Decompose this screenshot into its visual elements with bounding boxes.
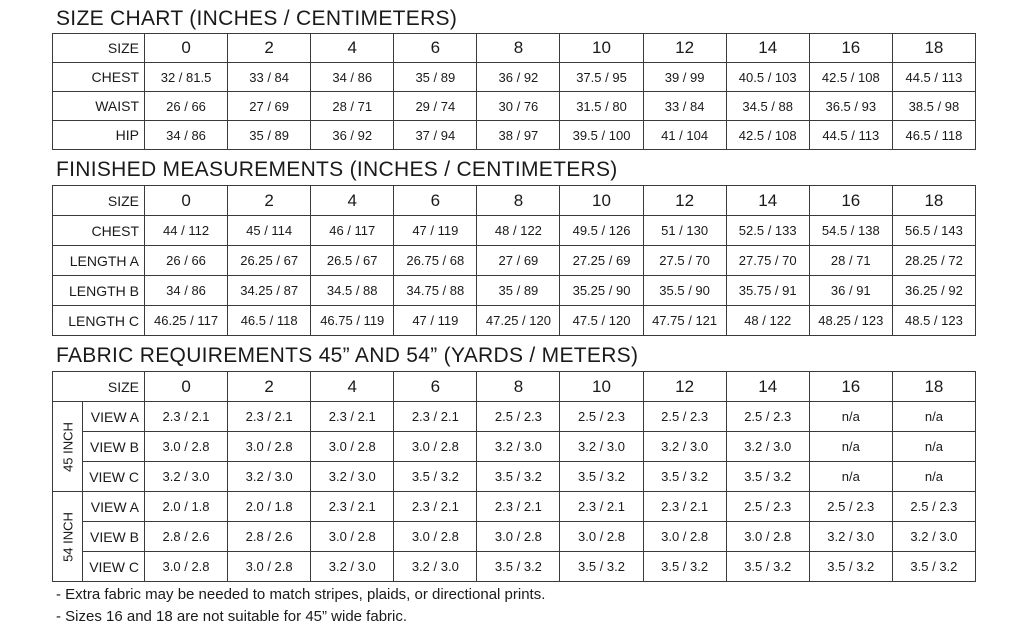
size-header-cell: 2 <box>228 186 311 216</box>
row-label: CHEST <box>53 216 145 246</box>
size-header-cell: 12 <box>643 34 726 63</box>
table-cell: 49.5 / 126 <box>560 216 643 246</box>
table-cell: 36 / 91 <box>809 276 892 306</box>
size-header-cell: 2 <box>228 372 311 402</box>
size-header-label: SIZE <box>53 34 145 63</box>
table-cell: 28 / 71 <box>311 92 394 121</box>
fabric-requirements-title: FABRIC REQUIREMENTS 45” AND 54” (YARDS / METERS) <box>56 344 639 367</box>
table-cell: 3.0 / 2.8 <box>145 552 228 582</box>
table-cell: 47 / 119 <box>394 306 477 336</box>
size-header-cell: 4 <box>311 186 394 216</box>
table-cell: 38.5 / 98 <box>892 92 975 121</box>
table-cell: 3.2 / 3.0 <box>228 462 311 492</box>
table-cell: 27 / 69 <box>477 246 560 276</box>
table-row <box>53 522 976 552</box>
size-header-cell: 8 <box>477 372 560 402</box>
table-cell: 35 / 89 <box>477 276 560 306</box>
table-cell: 2.5 / 2.3 <box>643 402 726 432</box>
table-cell: 2.8 / 2.6 <box>145 522 228 552</box>
table-cell: 47 / 119 <box>394 216 477 246</box>
table-cell: 3.5 / 3.2 <box>560 552 643 582</box>
table-cell: 2.0 / 1.8 <box>228 492 311 522</box>
table-cell: 40.5 / 103 <box>726 63 809 92</box>
table-cell: 28.25 / 72 <box>892 246 975 276</box>
note-stripes: - Extra fabric may be needed to match stripes, plaids, or directional prints. <box>56 586 546 603</box>
fabric-requirements-table <box>52 371 976 582</box>
table-cell: 3.2 / 3.0 <box>477 432 560 462</box>
view-label: VIEW A <box>83 402 145 432</box>
table-cell: 3.5 / 3.2 <box>394 462 477 492</box>
size-header-cell: 4 <box>311 372 394 402</box>
header-row <box>53 186 976 216</box>
fabric-width-group <box>53 402 83 492</box>
table-cell: 31.5 / 80 <box>560 92 643 121</box>
table-cell: 45 / 114 <box>228 216 311 246</box>
row-label: HIP <box>53 121 145 150</box>
table-cell: 2.5 / 2.3 <box>726 402 809 432</box>
table-cell: n/a <box>892 402 975 432</box>
table-cell: 46.5 / 118 <box>228 306 311 336</box>
size-header-cell: 14 <box>726 372 809 402</box>
table-cell: 3.5 / 3.2 <box>892 552 975 582</box>
table-cell: 32 / 81.5 <box>145 63 228 92</box>
size-chart-title: SIZE CHART (INCHES / CENTIMETERS) <box>56 7 458 30</box>
table-cell: 2.3 / 2.1 <box>643 492 726 522</box>
table-row <box>53 306 976 336</box>
table-cell: 48 / 122 <box>726 306 809 336</box>
table-cell: 3.2 / 3.0 <box>145 462 228 492</box>
size-header-cell: 14 <box>726 186 809 216</box>
table-cell: 26.25 / 67 <box>228 246 311 276</box>
table-cell: 2.3 / 2.1 <box>394 492 477 522</box>
table-cell: 37 / 94 <box>394 121 477 150</box>
table-cell: 3.5 / 3.2 <box>477 552 560 582</box>
size-header-label: SIZE <box>53 186 145 216</box>
table-cell: 3.2 / 3.0 <box>892 522 975 552</box>
table-cell: 48.5 / 123 <box>892 306 975 336</box>
table-cell: 36 / 92 <box>311 121 394 150</box>
table-cell: 3.0 / 2.8 <box>311 522 394 552</box>
table-row <box>53 432 976 462</box>
size-header-cell: 6 <box>394 372 477 402</box>
table-cell: 2.5 / 2.3 <box>726 492 809 522</box>
table-cell: 2.5 / 2.3 <box>560 402 643 432</box>
fabric-width-label: 45 INCH <box>60 421 75 472</box>
table-cell: 2.5 / 2.3 <box>477 402 560 432</box>
size-header-cell: 10 <box>560 34 643 63</box>
size-header-cell: 0 <box>145 186 228 216</box>
size-header-cell: 18 <box>892 372 975 402</box>
table-cell: 3.0 / 2.8 <box>228 552 311 582</box>
table-cell: 46.5 / 118 <box>892 121 975 150</box>
table-cell: 56.5 / 143 <box>892 216 975 246</box>
size-header-cell: 16 <box>809 372 892 402</box>
table-cell: 38 / 97 <box>477 121 560 150</box>
table-cell: 2.5 / 2.3 <box>809 492 892 522</box>
size-header-cell: 4 <box>311 34 394 63</box>
table-cell: 3.5 / 3.2 <box>643 552 726 582</box>
table-cell: 34.5 / 88 <box>311 276 394 306</box>
table-cell: 34.75 / 88 <box>394 276 477 306</box>
table-cell: 2.3 / 2.1 <box>394 402 477 432</box>
table-cell: 2.3 / 2.1 <box>145 402 228 432</box>
table-cell: 47.75 / 121 <box>643 306 726 336</box>
table-cell: 44 / 112 <box>145 216 228 246</box>
table-cell: 29 / 74 <box>394 92 477 121</box>
table-cell: n/a <box>892 432 975 462</box>
table-cell: 35 / 89 <box>394 63 477 92</box>
table-row <box>53 492 976 522</box>
table-cell: 2.3 / 2.1 <box>477 492 560 522</box>
size-header-cell: 10 <box>560 186 643 216</box>
size-header-cell: 18 <box>892 34 975 63</box>
table-cell: 3.2 / 3.0 <box>726 432 809 462</box>
table-cell: 46.75 / 119 <box>311 306 394 336</box>
table-cell: 3.0 / 2.8 <box>228 432 311 462</box>
table-cell: 35.5 / 90 <box>643 276 726 306</box>
size-header-cell: 12 <box>643 372 726 402</box>
table-row <box>53 216 976 246</box>
row-label: LENGTH C <box>53 306 145 336</box>
table-cell: 3.2 / 3.0 <box>311 462 394 492</box>
table-cell: 3.0 / 2.8 <box>394 432 477 462</box>
table-row <box>53 402 976 432</box>
table-cell: 3.0 / 2.8 <box>643 522 726 552</box>
notes <box>56 584 545 628</box>
table-row <box>53 63 976 92</box>
size-header-cell: 8 <box>477 34 560 63</box>
table-cell: 35.75 / 91 <box>726 276 809 306</box>
table-cell: 27 / 69 <box>228 92 311 121</box>
table-cell: 2.3 / 2.1 <box>311 402 394 432</box>
table-cell: 44.5 / 113 <box>892 63 975 92</box>
table-cell: 3.5 / 3.2 <box>477 462 560 492</box>
table-row <box>53 552 976 582</box>
table-cell: 46.25 / 117 <box>145 306 228 336</box>
table-cell: 2.3 / 2.1 <box>560 492 643 522</box>
row-label: LENGTH B <box>53 276 145 306</box>
table-cell: 41 / 104 <box>643 121 726 150</box>
table-cell: 42.5 / 108 <box>809 63 892 92</box>
size-header-cell: 6 <box>394 186 477 216</box>
table-row <box>53 276 976 306</box>
table-cell: 2.3 / 2.1 <box>228 402 311 432</box>
table-cell: 37.5 / 95 <box>560 63 643 92</box>
table-cell: n/a <box>809 462 892 492</box>
size-header-cell: 2 <box>228 34 311 63</box>
table-cell: 3.0 / 2.8 <box>726 522 809 552</box>
table-cell: 48 / 122 <box>477 216 560 246</box>
size-header-cell: 12 <box>643 186 726 216</box>
header-row <box>53 372 976 402</box>
size-header-cell: 18 <box>892 186 975 216</box>
table-cell: 33 / 84 <box>228 63 311 92</box>
table-cell: 3.5 / 3.2 <box>726 462 809 492</box>
view-label: VIEW B <box>83 522 145 552</box>
table-row <box>53 462 976 492</box>
table-cell: 54.5 / 138 <box>809 216 892 246</box>
view-label: VIEW C <box>83 462 145 492</box>
table-cell: 3.5 / 3.2 <box>726 552 809 582</box>
row-label: LENGTH A <box>53 246 145 276</box>
table-cell: 2.8 / 2.6 <box>228 522 311 552</box>
size-chart-table <box>52 33 976 150</box>
size-header-cell: 16 <box>809 186 892 216</box>
size-header-cell: 10 <box>560 372 643 402</box>
table-cell: 3.5 / 3.2 <box>809 552 892 582</box>
table-cell: 3.0 / 2.8 <box>311 432 394 462</box>
table-cell: 3.2 / 3.0 <box>311 552 394 582</box>
table-cell: 39.5 / 100 <box>560 121 643 150</box>
table-cell: 3.0 / 2.8 <box>145 432 228 462</box>
note-sizes: - Sizes 16 and 18 are not suitable for 45” wide fabric. <box>56 608 408 625</box>
table-row <box>53 246 976 276</box>
table-cell: 34.5 / 88 <box>726 92 809 121</box>
table-cell: 27.5 / 70 <box>643 246 726 276</box>
table-row <box>53 121 976 150</box>
size-header-cell: 0 <box>145 372 228 402</box>
table-cell: 28 / 71 <box>809 246 892 276</box>
table-cell: 47.25 / 120 <box>477 306 560 336</box>
table-cell: 34 / 86 <box>145 276 228 306</box>
table-cell: 47.5 / 120 <box>560 306 643 336</box>
table-cell: n/a <box>809 432 892 462</box>
table-cell: 3.2 / 3.0 <box>394 552 477 582</box>
table-cell: 35.25 / 90 <box>560 276 643 306</box>
table-cell: 34.25 / 87 <box>228 276 311 306</box>
table-cell: 3.0 / 2.8 <box>477 522 560 552</box>
table-cell: 26 / 66 <box>145 92 228 121</box>
table-cell: 3.0 / 2.8 <box>560 522 643 552</box>
row-label: WAIST <box>53 92 145 121</box>
table-cell: 48.25 / 123 <box>809 306 892 336</box>
table-cell: 52.5 / 133 <box>726 216 809 246</box>
table-cell: 36.25 / 92 <box>892 276 975 306</box>
table-cell: 51 / 130 <box>643 216 726 246</box>
table-cell: 39 / 99 <box>643 63 726 92</box>
table-cell: 3.2 / 3.0 <box>560 432 643 462</box>
fabric-width-group <box>53 492 83 582</box>
table-cell: 3.5 / 3.2 <box>560 462 643 492</box>
table-cell: 3.2 / 3.0 <box>643 432 726 462</box>
table-cell: 33 / 84 <box>643 92 726 121</box>
table-cell: 34 / 86 <box>145 121 228 150</box>
table-cell: 2.5 / 2.3 <box>892 492 975 522</box>
table-cell: 35 / 89 <box>228 121 311 150</box>
view-label: VIEW C <box>83 552 145 582</box>
size-header-cell: 14 <box>726 34 809 63</box>
table-cell: 36.5 / 93 <box>809 92 892 121</box>
table-cell: 26.75 / 68 <box>394 246 477 276</box>
table-cell: 30 / 76 <box>477 92 560 121</box>
table-cell: 34 / 86 <box>311 63 394 92</box>
size-header-cell: 6 <box>394 34 477 63</box>
table-cell: 3.2 / 3.0 <box>809 522 892 552</box>
size-header-cell: 16 <box>809 34 892 63</box>
row-label: CHEST <box>53 63 145 92</box>
view-label: VIEW B <box>83 432 145 462</box>
table-cell: n/a <box>892 462 975 492</box>
table-cell: 27.25 / 69 <box>560 246 643 276</box>
finished-measurements-title: FINISHED MEASUREMENTS (INCHES / CENTIMETERS) <box>56 158 618 181</box>
size-header-cell: 8 <box>477 186 560 216</box>
table-cell: 26 / 66 <box>145 246 228 276</box>
size-header-cell: 0 <box>145 34 228 63</box>
table-cell: 3.0 / 2.8 <box>394 522 477 552</box>
table-cell: 26.5 / 67 <box>311 246 394 276</box>
finished-measurements-table <box>52 185 976 336</box>
table-cell: 42.5 / 108 <box>726 121 809 150</box>
table-cell: 36 / 92 <box>477 63 560 92</box>
table-cell: n/a <box>809 402 892 432</box>
size-header-label: SIZE <box>53 372 145 402</box>
table-cell: 2.3 / 2.1 <box>311 492 394 522</box>
table-cell: 2.0 / 1.8 <box>145 492 228 522</box>
table-cell: 44.5 / 113 <box>809 121 892 150</box>
header-row <box>53 34 976 63</box>
table-cell: 46 / 117 <box>311 216 394 246</box>
table-row <box>53 92 976 121</box>
view-label: VIEW A <box>83 492 145 522</box>
table-cell: 27.75 / 70 <box>726 246 809 276</box>
table-cell: 3.5 / 3.2 <box>643 462 726 492</box>
fabric-width-label: 54 INCH <box>60 511 75 562</box>
